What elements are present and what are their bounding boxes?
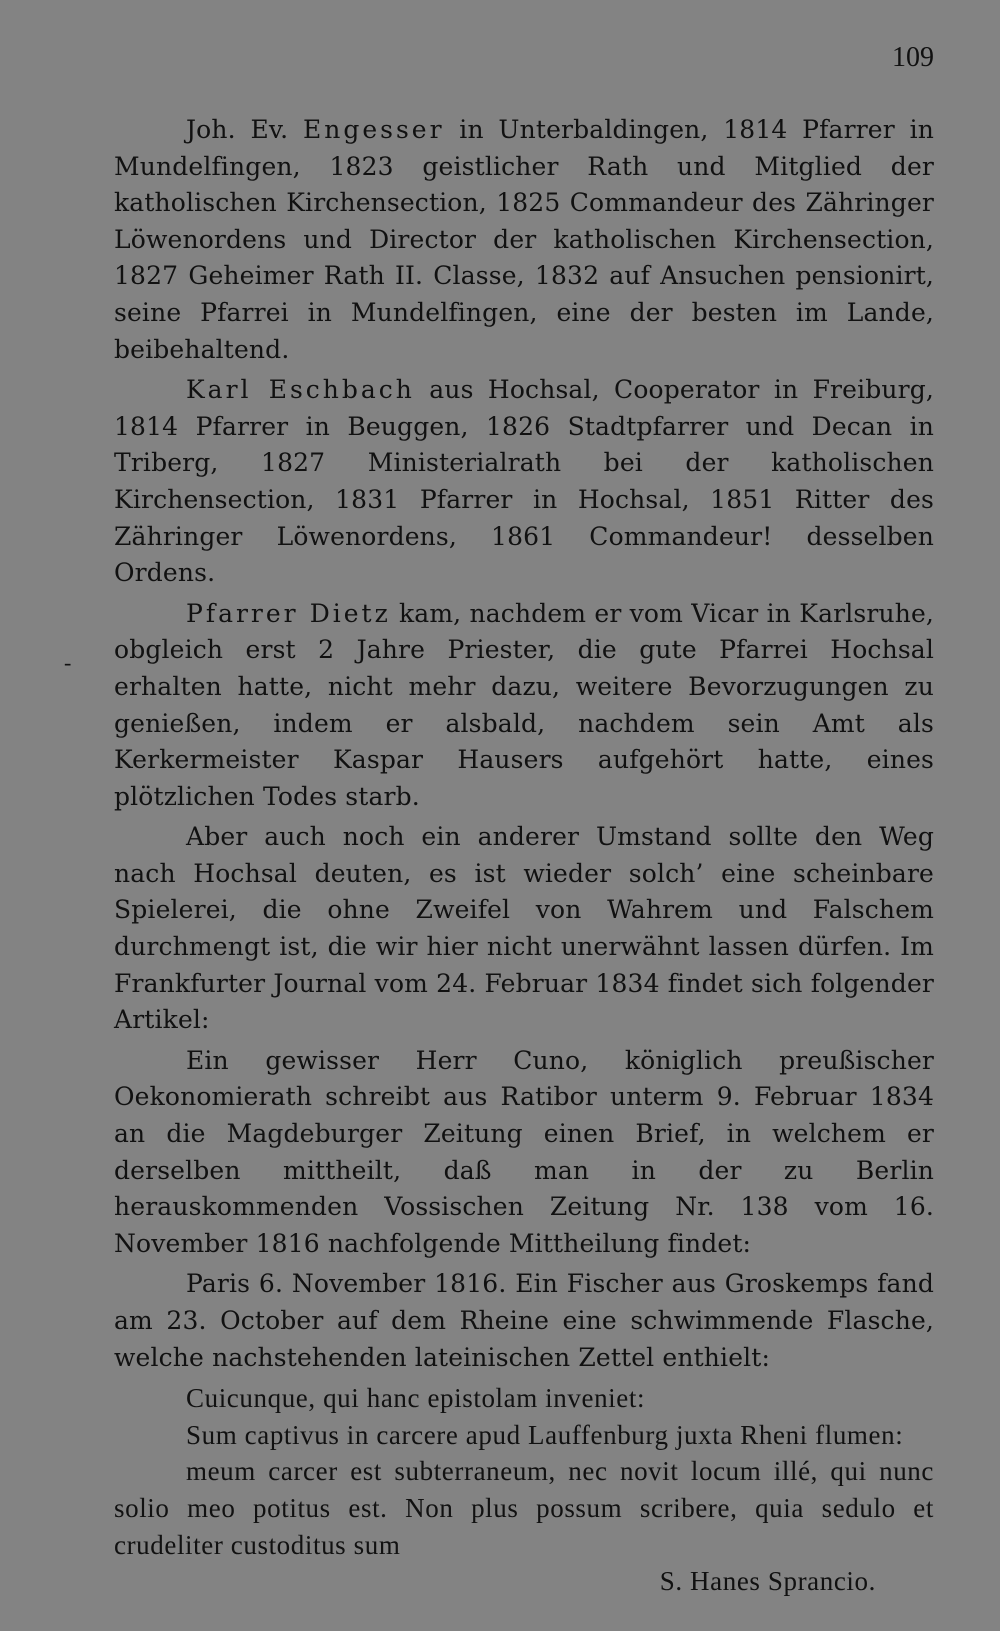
paragraph-paris: Paris 6. November 1816. Ein Fischer aus Groskemps fand am 23. October auf dem Rheine eine schwimmende Flasche, welche nachstehenden lateinischen Zettel enthielt: <box>114 1269 934 1372</box>
person-name-dietz: Pfarrer Dietz <box>186 598 391 628</box>
page-number: 109 <box>892 42 934 73</box>
paragraph-text: in Unterbaldingen, 1814 Pfarrer in Mundelfingen, 1823 geistlicher Rath und Mitglied der katholischen Kirchensection, 1825 Commandeur des Zähringer Löwenordens und Director der katholischen Kirchensection, 1827 Geheimer Rath II. Classe, 1832 auf Ansuchen pensionirt, seine Pfarrei in Mundelfingen, eine der besten im Lande, beibehaltend. <box>114 115 934 364</box>
latin-line-1: Cuicunque, qui hanc epistolam inveniet: <box>186 1383 646 1414</box>
latin-line-2: Sum captivus in carcere apud Lauffenburg juxta Rheni flumen: <box>186 1419 904 1450</box>
paragraph-eschbach <box>114 372 934 592</box>
paragraph-umstand: Aber auch noch ein anderer Umstand sollte den Weg nach Hochsal deuten, es ist wieder solch’ eine scheinbare Spielerei, die ohne Zweifel von Wahrem und Falschem durchmengt ist, die wir hier nicht unerwähnt lassen dürfen. Im Frankfurter Journal vom 24. Februar 1834 findet sich folgender Artikel: <box>114 822 934 1035</box>
paragraph-text: aus Hochsal, Cooperator in Freiburg, 1814 Pfarrer in Beuggen, 1826 Stadtpfarrer und Decan in Triberg, 1827 Ministerialrath bei der katholischen Kirchensection, 1831 Pfarrer in Hochsal, 1851 Ritter des Zähringer Löwenordens, 1861 Commandeur! desselben Ordens. <box>114 375 935 588</box>
margin-mark: - <box>64 650 72 675</box>
latin-note <box>114 1380 934 1600</box>
person-name-lead: Joh. Ev. <box>186 115 289 144</box>
person-name-engesser: Engesser <box>303 115 445 144</box>
body-text <box>114 112 934 1600</box>
paragraph-engesser <box>114 112 934 368</box>
paragraph-dietz <box>114 596 934 816</box>
latin-line-3: meum carcer est subterraneum, nec novit locum illé, qui nunc solio meo potitus est. Non plus possum scribere, quia sedulo et crudeliter custoditus sum <box>114 1456 934 1560</box>
paragraph-text: kam, nachdem er vom Vicar in Karlsruhe, obgleich erst 2 Jahre Priester, die gute Pfarrei Hochsal erhalten hatte, nicht mehr dazu, weitere Bevorzugungen zu genießen, indem er alsbald, nachdem sein Amt als Kerkermeister Kaspar Hausers aufgehört hatte, eines plötzlichen Todes starb. <box>114 598 935 811</box>
latin-signature: S. Hanes Sprancio. <box>659 1566 876 1597</box>
paragraph-cuno: Ein gewisser Herr Cuno, königlich preußischer Oekonomierath schreibt aus Ratibor unterm 9. Februar 1834 an die Magdeburger Zeitung einen Brief, in welchem er derselben mittheilt, daß man in der zu Berlin herauskommenden Vossischen Zeitung Nr. 138 vom 16. November 1816 nachfolgende Mittheilung findet: <box>114 1045 934 1258</box>
person-name-eschbach: Karl Eschbach <box>186 375 415 405</box>
